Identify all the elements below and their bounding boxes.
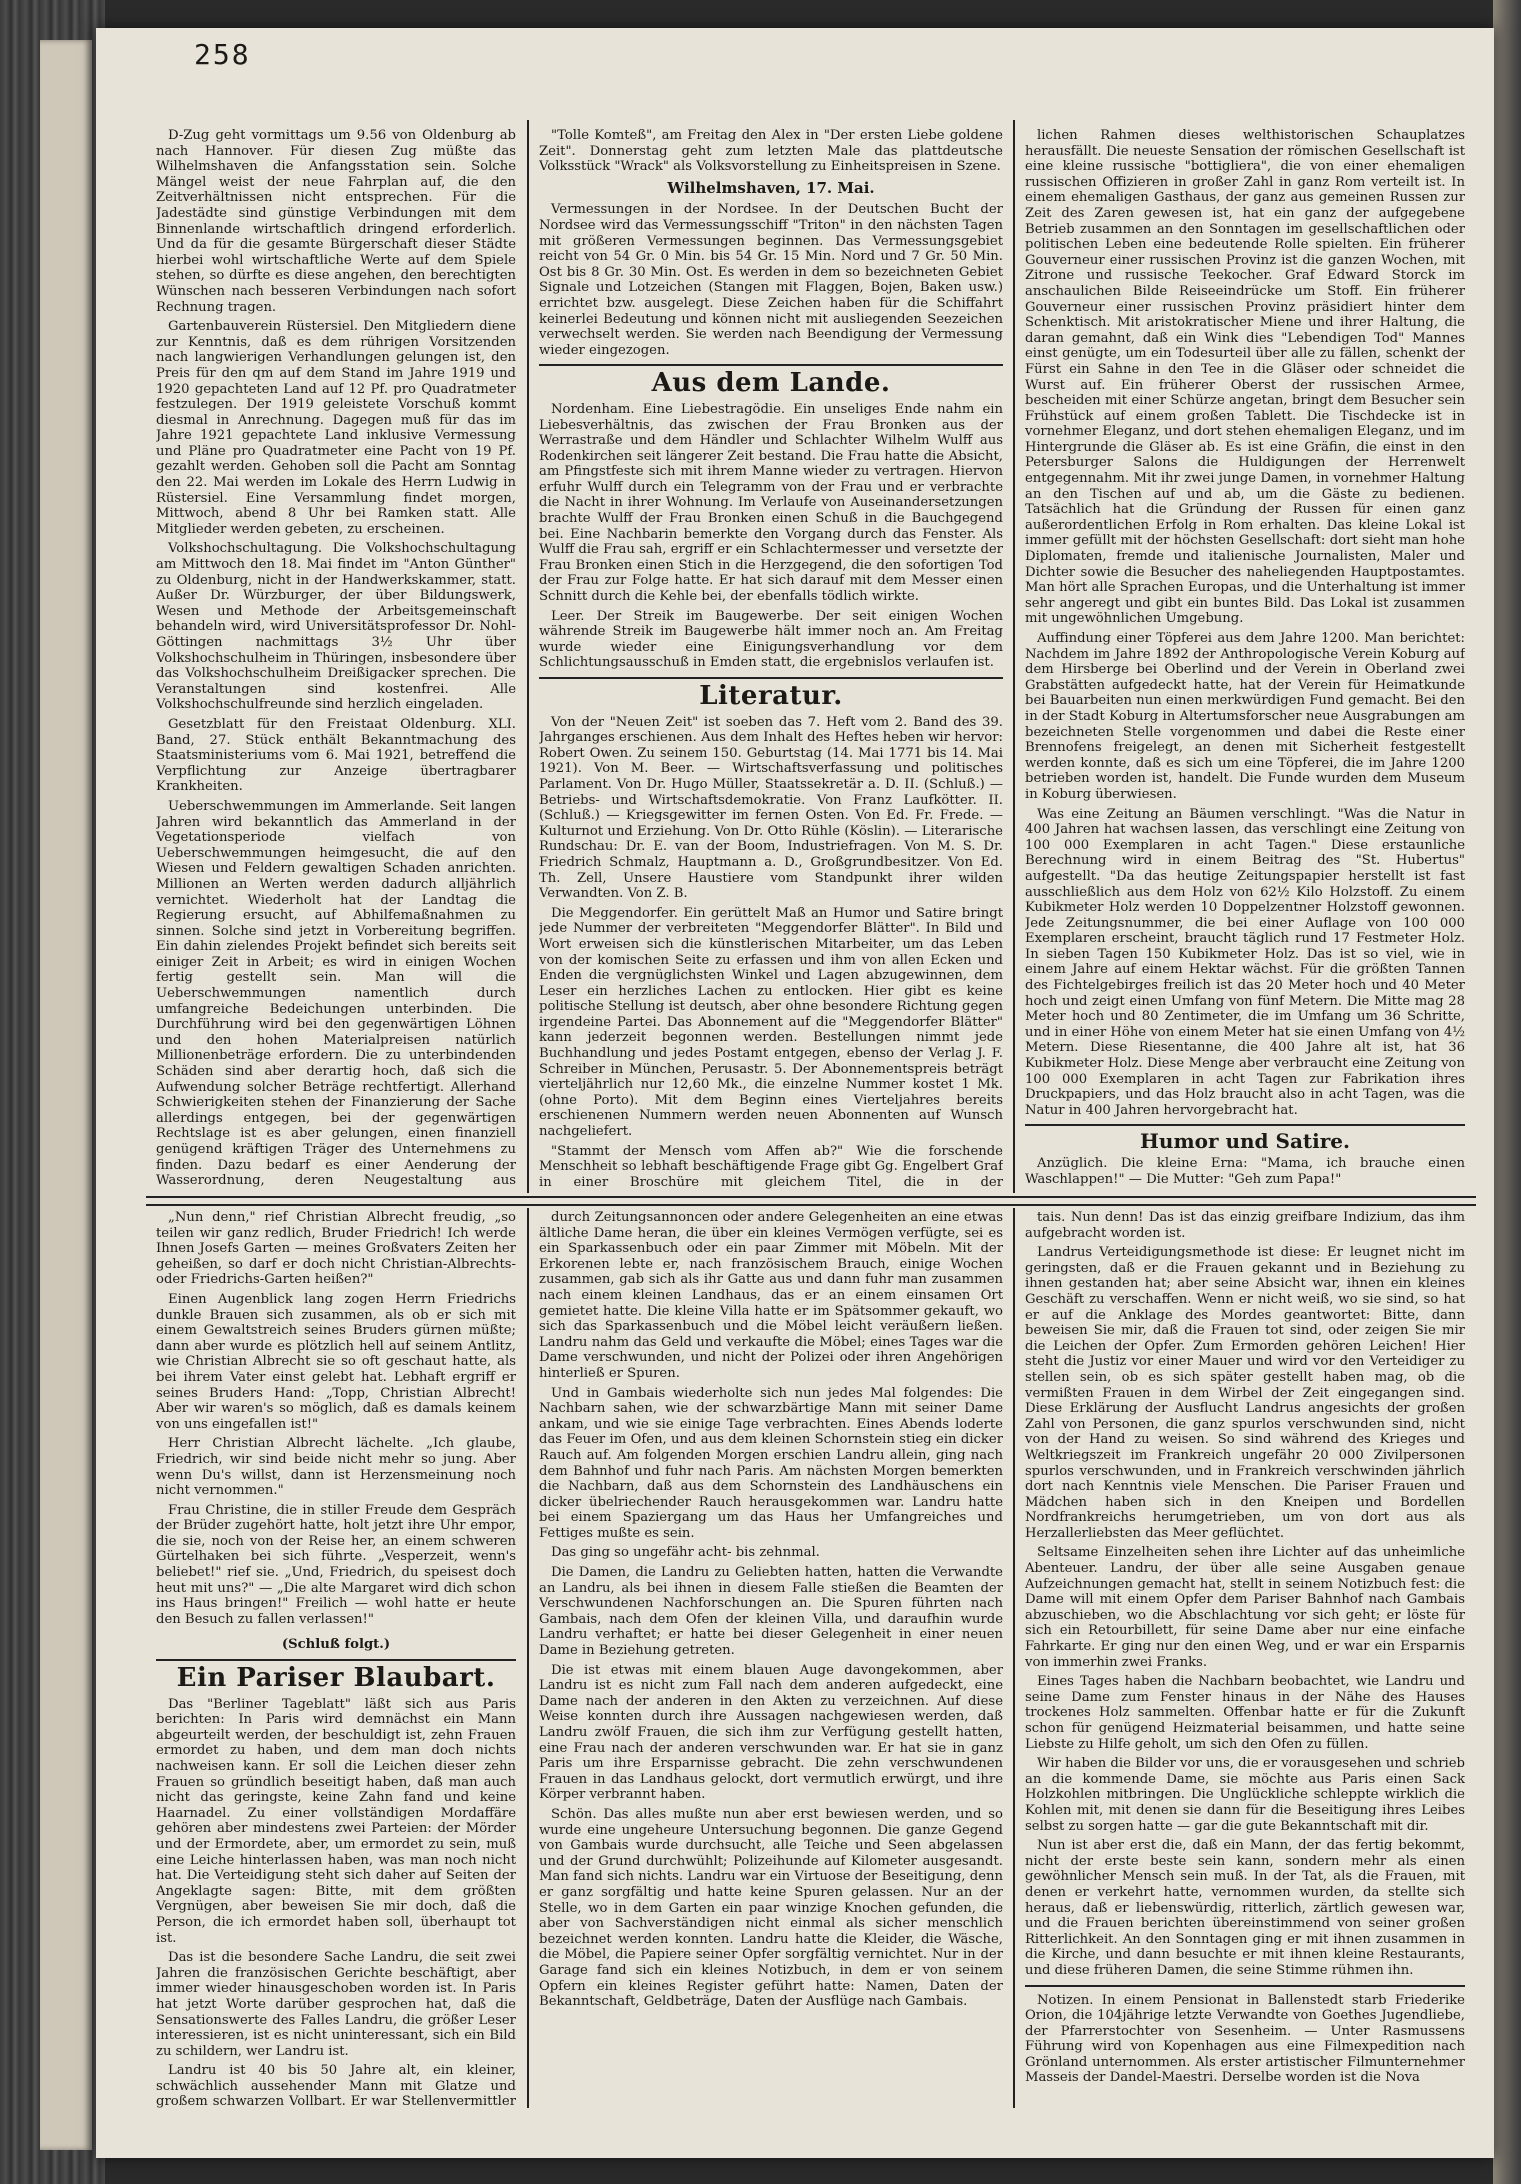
news-paragraph: Landru ist 40 bis 50 Jahre alt, ein kleiner, schwächlich aussehender Mann mit Glatze und großem schwarzen Vollbart. Er war Stellenvermittler	[156, 2063, 516, 2110]
news-paragraph: D-Zug geht vormittags um 9.56 von Oldenburg ab nach Hannover. Für diesen Zug müßte das Wilhelmshaven die Anfangsstation sein. Solche Mängel weist der neue Fahrplan auf, die den Zeitverhältnissen nicht entsprechen. Für die Jadestädte sind günstige Verbindungen mit dem Binnenlande wirtschaftlich dringend erforderlich. Und da für die gesamte Bürgerschaft dieser Städte hierbei wohl wirtschaftliche Werte auf dem Spiele stehen, so dürfte es diese angehen, den berechtigten Wünschen nach besseren Verbindungen nach sofort Rechnung tragen.	[156, 128, 516, 315]
news-paragraph: Wir haben die Bilder vor uns, die er vorausgesehen und schrieb an die kommende Dame, sie möchte aus Paris einen Sack Holzkohlen mitbringen. Die Unglückliche schleppte wirklich die Kohlen mit, mit denen sie dann für die Beseitigung ihres Leibes selbst zu sorgen hatte — gar die gute Bekanntschaft mit dir.	[1025, 1756, 1465, 1834]
story-paragraph: Einen Augenblick lang zogen Herrn Friedrichs dunkle Brauen sich zusammen, als ob er sich mit einem Gewaltstreich seines Bruders gürnen müßte; dann aber wurde es plötzlich hell auf seinem Antlitz, wie Christian Albrecht sie so oft geschaut hatte, als bei ihrem Vater einst gelebt hat. Lebhaft ergriff er seines Bruders Hand: „Topp, Christian Albrecht! Aber wir waren's so möglich, daß es damals keinem von uns eingefallen ist!"	[156, 1291, 516, 1432]
news-paragraph: Die ist etwas mit einem blauen Auge davongekommen, aber Landru ist es nicht zum Fall nach dem anderen aufgedeckt, eine Dame nach der anderen in den Akten zu verzeichnen. Auf diese Weise konnten durch ihre Aussagen nachgewiesen werden, daß Landru zwölf Frauen, die sich ihm zur Verfügung gestellt hatten, eine Frau nach der anderen verschwunden war. Er hat sie in ganz Paris um ihre Ersparnisse gebracht. Die zehn verschwundenen Frauen in das Landhaus gelockt, dort vermutlich erwürgt, und ihre Körper verbrannt haben.	[539, 1662, 1003, 1803]
news-paragraph: Gartenbauverein Rüstersiel. Den Mitgliedern diene zur Kenntnis, daß es dem rührigen Vorsitzenden nach langwierigen Verhandlungen gelungen ist, den Preis für den qm auf dem Stand im Jahre 1919 und 1920 gepachteten Land auf 12 Pf. pro Quadratmeter festzulegen. Der 1919 geleistete Vorschuß kommt diesmal in Anrechnung. Dagegen muß für das im Jahre 1921 gepachtete Land inklusive Vermessung und Pläne pro Quadratmeter eine Pacht von 19 Pf. gezahlt werden. Gehoben soll die Pacht am Sonntag den 22. Mai werden im Lokale des Herrn Ludwig in Rüstersiel. Eine Versammlung findet morgen, Mittwoch, abend 8 Uhr bei Ramken statt. Alle Mitglieder werden gebeten, zu erscheinen.	[156, 319, 516, 537]
news-paragraph: lichen Rahmen dieses welthistorischen Schauplatzes herausfällt. Die neueste Sensation der römischen Gesellschaft ist eine kleine russische "bottigliera", die von einer ehemaligen russischen Offizieren in großer Zahl in ganz Rom verteilt ist. In einem ehemaligen Gasthaus, der ganz aus gemeinen Russen zur Zeit des Zaren gewesen ist, hat ein ganz der aufgegebene Betrieb zusammen an den Sonntagen im gesellschaftlichen oder politischen Leben eine bedeutende Rolle spielten. Ein früherer Gouverneur einer russischen Provinz ist die ganzen Wochen, mit Zitrone und russische Teekocher. Graf Edward Storck im anschaulichen Bilde Reiseeindrücke um Stoff. Ein früherer Gouverneur einer russischen Provinz präsidiert hinter dem Schenktisch. Mit aristokratischer Miene und ihrer Haltung, die daran gemahnt, daß ein Wink dies "Lebendigen Tod" Mannes einst genügte, um ein Todesurteil über alle zu fällen, schenkt der Fürst ein Sahne in den Tee in die Gläser oder schneidet die Wurst auf. Ein früherer Oberst der russischen Armee, bescheiden mit einer Schürze angetan, bringt dem Besucher sein Frühstück auf einem großen Tablett. Die Tischdecke ist in vornehmer Eleganz, und dort stehen ehemaligen Eleganz, und im Hintergrunde die Gläser ab. Es ist eine Gräfin, die einst in den Petersburger Salons die Huldigungen der Herrenwelt entgegennahm. Mit ihr zwei junge Damen, in vornehmer Haltung an den Tischen auf und ab, um die Gäste zu bedienen. Tatsächlich hat die Gründung der Russen für einen ganz außerordentlichen Erfolg in Rom erhalten. Das kleine Lokal ist immer gefüllt mit der höchsten Gesellschaft: dort sieht man hohe Diplomaten, fremde und italienische Journalisten, Maler und Dichter sowie die Besucher des naheliegenden Hauptpostamtes. Man hört alle Sprachen Europas, und die Unterhaltung ist immer sehr angeregt und gibt ein buntes Bild. Das Lokal ist zusammen mit ungewöhnlichen Umgebung.	[1025, 128, 1465, 627]
column-1-lower	[156, 1210, 516, 2110]
section-divider	[1025, 1985, 1465, 1987]
column-rule-2	[1013, 120, 1015, 1193]
news-paragraph: Leer. Der Streik im Baugewerbe. Der seit einigen Wochen währende Streik im Baugewerbe hält immer noch an. Am Freitag wurde wieder eine Einigungsverhandlung vor dem Schlichtungsausschuß in Emden statt, die ergebnislos verlaufen ist.	[539, 608, 1003, 671]
story-paragraph: „Nun denn," rief Christian Albrecht freudig, „so teilen wir ganz redlich, Bruder Friedrich! Ich werde Ihnen Josefs Garten — meines Großvaters Zeiten her geheißen, so darf er doch nicht Christian-Albrechts- oder Friedrichs-Garten heißen?"	[156, 1210, 516, 1288]
news-paragraph: "Tolle Komteß", am Freitag den Alex in "Der ersten Liebe goldene Zeit". Donnerstag geht zum letzten Male das plattdeutsche Volksstück "Wrack" als Volksvorstellung zu Einheitspreisen in Szene.	[539, 128, 1003, 175]
news-paragraph: Landrus Verteidigungsmethode ist diese: Er leugnet nicht im geringsten, daß er die Frauen gekannt und in Beziehung zu ihnen gestanden hat; aber seine Absicht war, ihnen ein kleines Geschäft zu verschaffen. Wenn er nicht weiß, wo sie sind, so hat er auf die Anklage des Mordes geantwortet: Bitte, dann beweisen Sie mir, daß die Frauen tot sind, oder zeigen Sie mir die Leichen der Opfer. Zum Ermorden gehören Leichen! Hier steht die Justiz vor einer Mauer und wird vor den Verteidiger zu stellen sein, ob es sich später gestellt haben mag, ob die vermißten Frauen in dem Wirbel der Zeit eingegangen sind. Diese Erklärung der Ausflucht Landrus angesichts der großen Zahl von Personen, die ganz spurlos verschwunden sind, nicht von der Hand zu weisen. So sind während des Krieges und Weltkriegszeit im Frankreich ungefähr 20 000 Zivilpersonen spurlos verschwunden, und in Frankreich verschwinden jährlich dort nach Kenntnis viele Menschen. Die Pariser Frauen und Mädchen haben sich in den Kneipen und Bordellen Nordfrankreichs herumgetrieben, um von dort aus als Herzallerliebsten das Meer geflüchtet.	[1025, 1245, 1465, 1541]
book-binding	[0, 0, 105, 2184]
page-edge	[1493, 0, 1521, 2184]
story-paragraph: Herr Christian Albrecht lächelte. „Ich glaube, Friedrich, wir sind beide nicht mehr so jung. Aber wenn Du's willst, dann ist Herzensmeinung noch nicht vernommen."	[156, 1436, 516, 1499]
column-2-upper	[539, 128, 1003, 1190]
news-paragraph: Das ist die besondere Sache Landru, die seit zwei Jahren die französischen Gerichte beschäftigt, aber immer wieder hinausgeschoben worden ist. In Paris hat jetzt Worte darüber gesprochen hat, daß die Sensationswerte des Falles Landru, die größer Leser interessieren, ist es nicht uninteressant, sich ein Bild zu schildern, wer Landru ist.	[156, 1950, 516, 2059]
dateline: Wilhelmshaven, 17. Mai.	[667, 178, 875, 197]
column-rule-4	[1013, 1208, 1015, 2108]
page-number: 258	[194, 38, 251, 71]
section-divider	[156, 1659, 516, 1661]
feuilleton-separator	[146, 1196, 1476, 1206]
news-paragraph: Nordenham. Eine Liebestragödie. Ein unseliges Ende nahm ein Liebesverhältnis, das zwischen der Frau Bronken aus der Werrastraße und dem Händler und Schlachter Wilhelm Wulff aus Rodenkirchen seit längerer Zeit bestand. Die Frau hatte die Absicht, am Pfingstfeste sich mit ihrem Manne wieder zu vertragen. Hiervon erfuhr Wulff durch ein Telegramm von der Frau und er verbrachte die Nacht in ihrer Wohnung. Im Verlaufe von Auseinandersetzungen brachte Wulff der Frau Bronken einen Schuß in die Bauchgegend bei. Eine Nachbarin bemerkte den Vorgang durch das Fenster. Als Wulff die Frau sah, ergriff er ein Schlachtermesser und versetzte der Frau Bronken einen Stich in die Herzgegend, die den sofortigen Tod der Frau zur Folge hatte. Er hat sich darauf mit dem Messer einen Schnitt durch die Kehle bei, der ebenfalls tödlich wirkte.	[539, 401, 1003, 605]
news-paragraph: durch Zeitungsannoncen oder andere Gelegenheiten an eine etwas ältliche Dame heran, die über ein kleines Vermögen verfügte, sei es ein Sparkassenbuch oder ein paar Zimmer mit Möbeln. Mit der Erkorenen lebte er, nach französischem Brauch, einige Wochen zusammen, gab sich als ihr Gatte aus und dann fuhr man zusammen nach einem kleinen Landhaus, das er an einem einsamen Ort gemietet hatte. Die kleine Villa hatte er im Spätsommer gekauft, wo sich das Sparkassenbuch und die Möbel leicht veräußern ließen. Landru nahm das Geld und verkaufte die Möbel; eines Tages war die Dame verschwunden, und nicht der Polizei oder ihren Angehörigen hinterließ er Spuren.	[539, 1210, 1003, 1381]
news-paragraph: Auffindung einer Töpferei aus dem Jahre 1200. Man berichtet: Nachdem im Jahre 1892 der Anthropologische Verein Koburg auf dem Hirsberge bei Oberlind und der Verein in Oberland zwei Grabstätten aufgedeckt hatte, hat der Verein für Heimatkunde bei Bauarbeiten nun einen merkwürdigen Fund gemacht. Bei den in der Stadt Koburg in Altertumsforscher neue Ausgrabungen am bezeichneten Stelle vorgenommen und dabei die Reste einer Brennofens freigelegt, an denen mit Sicherheit festgestellt werden konnte, daß es sich um eine Töpferei, die im Jahre 1200 betrieben worden ist, handelt. Die Funde wurden dem Museum in Koburg überwiesen.	[1025, 631, 1465, 802]
news-paragraph: Ueberschwemmungen im Ammerlande. Seit langen Jahren wird bekanntlich das Ammerland in der Vegetationsperiode vielfach von Ueberschwemmungen heimgesucht, die auf den Wiesen und Feldern gewaltigen Schaden anrichten. Millionen an Werten werden dadurch alljährlich vernichtet. Wiederholt hat der Landtag die Regierung ersucht, auf Abhilfemaßnahmen zu sinnen. Solche sind jetzt in Vorbereitung begriffen. Ein dahin zielendes Projekt befindet sich bereits seit einiger Zeit in Arbeit; es wird in einigen Wochen fertig gestellt sein. Man will die Ueberschwemmungen namentlich durch umfangreiche Bedeichungen unterbinden. Die Durchführung wird bei den gegenwärtigen Löhnen und den hohen Materialpreisen natürlich Millionenbeträge erfordern. Die zu unterbindenden Schäden sind aber derartig hoch, daß sich die Aufwendung solcher Beträge rechtfertigt. Allerhand Schwierigkeiten stehen der Finanzierung der Sache allerdings entgegen, bei der gegenwärtigen Rechtslage ist es aber gelungen, einen finanziell genügend kräftigen Träger des Unternehmens zu finden. Dazu bedarf es einer Aenderung der Wasserordnung, deren Neugestaltung aus	[156, 798, 516, 1189]
news-paragraph: Gesetzblatt für den Freistaat Oldenburg. XLI. Band, 27. Stück enthält Bekanntmachung des Staatsministeriums vom 6. Mai 1921, betreffend die Verpflichtung zur Anzeige übertragbarer Krankheiten.	[156, 716, 516, 795]
section-divider	[539, 677, 1003, 679]
news-paragraph: "Stammt der Mensch vom Affen ab?" Wie die forschende Menschheit so lebhaft beschäftigende Frage gibt Gg. Engelbert Graf in einer Broschüre mit gleichem Titel, die in der	[539, 1143, 1003, 1190]
story-paragraph: Frau Christine, die in stiller Freude dem Gespräch der Brüder zugehört hatte, holt jetzt ihre Uhr empor, die sie, noch von der Reise her, an einem schweren Gürtelhaken bei sich führte. „Vesperzeit, wenn's beliebet!" rief sie. „Und, Friedrich, du speisest doch heut mit uns?" — „Die alte Margaret wird dich schon ins Haus bringen!" Freilich — wohl hatte er heute den Besuch zu fallen verlassen!"	[156, 1502, 516, 1627]
binding-strip	[40, 40, 92, 2150]
column-2-lower	[539, 1210, 1003, 2110]
news-paragraph: Und in Gambais wiederholte sich nun jedes Mal folgendes: Die Nachbarn sahen, wie der schwarzbärtige Mann mit seiner Dame ankam, und wie sie einige Tage verbrachten. Eines Abends loderte das Feuer im Ofen, und aus dem kleinen Schornstein stieg ein dicker Rauch auf. Am folgenden Morgen erschien Landru allein, ging nach dem Bahnhof und fuhr nach Paris. Am nächsten Morgen bemerkten die Nachbarn, daß aus dem Schornstein des Landhäuschens ein dicker übelriechender Rauch herausgekommen war. Landru hatte bei einem Spaziergang um das Haus her Umfangreiches und Fettiges mußte es sein.	[539, 1385, 1003, 1541]
news-paragraph: Das ging so ungefähr acht- bis zehnmal.	[551, 1545, 820, 1561]
continuation-note: (Schluß folgt.)	[281, 1637, 391, 1653]
news-paragraph: Volkshochschultagung. Die Volkshochschultagung am Mittwoch den 18. Mai findet im "Anton Günther" zu Oldenburg, nicht in der Handwerkskammer, statt. Außer Dr. Würzburger, der über Bildungswerk, Wesen und Methode der Arbeitsgemeinschaft behandeln wird, wird Universitätsprofessor Dr. Nohl-Göttingen nachmittags 3½ Uhr über Volkshochschulheim in Thüringen, insbesondere über das Volkshochschulheim Dreißigacker sprechen. Die Veranstaltungen sind kostenfrei. Alle Volkshochschulfreunde sind herzlich eingeladen.	[156, 541, 516, 713]
article-heading-blaubart: Ein Pariser Blaubart.	[176, 1663, 496, 1694]
column-3-upper	[1025, 128, 1465, 1190]
news-paragraph: Was eine Zeitung an Bäumen verschlingt. "Was die Natur in 400 Jahren hat wachsen lassen, das verschlingt eine Zeitung von 100 000 Exemplaren in acht Tagen." Diese erstaunliche Berechnung wird in einem Beitrag des "St. Hubertus" aufgestellt. "Da das heutige Zeitungspapier herstellt ist fast ausschließlich aus dem Holz von 62½ Kilo Holzstoff. Zu einem Kubikmeter Holz werden 10 Doppelzentner Holzstoff gewonnen. Jede Zeitungsnummer, die bei einer Auflage von 100 000 Exemplaren erscheint, braucht täglich rund 17 Festmeter Holz. In sieben Tagen 150 Kubikmeter Holz. Das ist so viel, wie in einem Jahre auf einem Hektar wächst. Für die größten Tannen des Fichtelgebirges freilich ist das 20 Meter hoch und 40 Meter hoch und zeigt einen Umfang von fünf Metern. Die Mitte mag 28 Meter hoch und 80 Zentimeter, die im Umfang um 36 Schritte, und in einer Höhe von einem Meter hat sie einen Umfang von 4½ Metern. Diese Riesentanne, die 400 Jahre alt ist, hat 36 Kubikmeter Holz. Diese Menge aber verbraucht eine Zeitung von 100 000 Exemplaren in acht Tagen zur Fabrikation ihres Druckpapiers, und das Holz braucht also in acht Tagen, was die Natur in 400 Jahren hervorgebracht hat.	[1025, 806, 1465, 1118]
news-paragraph: Das "Berliner Tageblatt" läßt sich aus Paris berichten: In Paris wird demnächst ein Mann abgeurteilt werden, der beschuldigt ist, zehn Frauen ermordet zu haben, und dem man doch nichts nachweisen kann. Er soll die Leichen dieser zehn Frauen so gründlich beseitigt haben, daß man auch nicht das geringste, keine Zahn fand und keine Haarnadel. Zu einer vollständigen Mordaffäre gehören aber mindestens zwei Parteien: der Mörder und der Ermordete, aber, um ermordet zu sein, muß eine Leiche hinterlassen haben, was man noch nicht hat. Die Verteidigung steht sich daher auf Seiten der Angeklagte sagen: Bitte, mit dem größten Vergnügen, aber beweisen Sie mir doch, daß die Person, die ich ermordet haben soll, überhaupt tot ist.	[156, 1696, 516, 1946]
section-divider	[539, 364, 1003, 366]
news-paragraph: Nun ist aber erst die, daß ein Mann, der das fertig bekommt, nicht der erste beste sein kann, sondern mehr als einen gewöhnlicher Mensch sein muß. In der Tat, als die Frauen, mit denen er verkehrt hatte, vernommen wurden, da stellte sich heraus, daß er liebenswürdig, ritterlich, zärtlich gewesen war, und die Frauen berichten übereinstimmend von seiner großen Ritterlichkeit. An den Sonntagen ging er mit ihnen zusammen in die Kirche, und dann besuchte er mit ihnen kleine Restaurants, und diese früheren Damen, die seine Stimme rühmen ihn.	[1025, 1838, 1465, 1978]
news-paragraph: Eines Tages haben die Nachbarn beobachtet, wie Landru und seine Dame zum Fenster hinaus in der Nähe des Hauses trockenes Holz sammelten. Offenbar hatte er für die Zukunft schon für genügend Heizmaterial beisammen, und hatte seine Liebste zu Hilfe geholt, um sich den Ofen zu füllen.	[1025, 1674, 1465, 1752]
news-paragraph: Die Meggendorfer. Ein gerüttelt Maß an Humor und Satire bringt jede Nummer der verbreiteten "Meggendorfer Blätter". In Bild und Wort erweisen sich die künstlerischen Mitarbeiter, um das Leben von der komischen Seite zu erfassen und ihm von allen Ecken und Enden die vergnüglichsten Winkel und Lagen abzugewinnen, dem Leser ein herzliches Lachen zu entlocken. Hier gibt es keine politische Stellung ist deutsch, aber ohne besondere Richtung gegen irgendeine Partei. Das Abonnement auf die "Meggendorfer Blätter" kann jederzeit begonnen werden. Bestellungen nimmt jede Buchhandlung und jedes Postamt entgegen, ebenso der Verlag J. F. Schreiber in München, Perusastr. 5. Der Abonnementspreis beträgt vierteljährlich nur 12,60 Mk., die einzelne Nummer kostet 1 Mk. (ohne Porto). Mit dem Beginn eines Vierteljahres bereits erschienenen Nummern werden neuen Abonnenten auf Wunsch nachgeliefert.	[539, 905, 1003, 1140]
news-paragraph: Anzüglich. Die kleine Erna: "Mama, ich brauche einen Waschlappen!" — Die Mutter: "Geh zum Papa!"	[1025, 1156, 1465, 1187]
news-paragraph: Seltsame Einzelheiten sehen ihre Lichter auf das unheimliche Abenteuer. Landru, der über alle seine Ausgaben genaue Aufzeichnungen gemacht hat, stellt in seinem Notizbuch fest: die Dame will mit einem Opfer dem Pariser Bahnhof nach Gambais abzuschieben, wo die Abschlachtung vor sich geht; er löste für sich ein Retourbillett, für seine Dame aber nur eine einfache Fahrkarte. Er ging nur den einen Weg, und er war ein Ersparnis von immerhin zwei Franks.	[1025, 1545, 1465, 1670]
section-heading-humor: Humor und Satire.	[1140, 1129, 1350, 1154]
news-paragraph: Vermessungen in der Nordsee. In der Deutschen Bucht der Nordsee wird das Vermessungsschiff "Triton" in den nächsten Tagen mit größeren Vermessungen beginnen. Das Vermessungsgebiet reicht von 54 Gr. 0 Min. bis 54 Gr. 15 Min. Nord und 7 Gr. 50 Min. Ost bis 8 Gr. 30 Min. Ost. Es werden in dem so bezeichneten Gebiet Signale und Lotzeichen (Stangen mit Flaggen, Bojen, Baken usw.) errichtet bzw. ausgelegt. Diese Zeichen haben für die Schiffahrt keinerlei Bedeutung und können nicht mit ausliegenden Seezeichen verwechselt werden. Sie werden nach Beendigung der Vermessung wieder eingezogen.	[539, 202, 1003, 358]
column-rule-3	[527, 1208, 529, 2108]
section-heading-lande: Aus dem Lande.	[651, 368, 891, 399]
column-3-lower	[1025, 1210, 1465, 2110]
notes-paragraph: Notizen. In einem Pensionat in Ballenstedt starb Friederike Orion, die 104jährige letzte Verwandte von Goethes Jugendliebe, der Pfarrerstochter von Sesenheim. — Unter Rasmussens Führung wird von Kopenhagen aus eine Filmexpedition nach Grönland unternommen. Als erster artistischer Filmunternehmer Masseis der Dandel-Maestri. Derselbe worden ist die Nova	[1025, 1992, 1465, 2086]
section-heading-literatur: Literatur.	[699, 681, 843, 711]
news-paragraph: Schön. Das alles mußte nun aber erst bewiesen werden, und so wurde eine ungeheure Untersuchung begonnen. Die ganze Gegend von Gambais wurde durchsucht, alle Teiche und Seen abgelassen und der Grund durchwühlt; Polizeihunde auf Kilometer ausgesandt. Man fand sich nichts. Landru war ein Virtuose der Beseitigung, denn er ganz sorgfältig und hatte keine Spuren gelassen. Nur an der Stelle, wo in dem Garten ein paar winzige Knochen gefunden, die aber von Sachverständigen nicht einmal als sicher menschlich bezeichnet werden konnten. Landru hatte die Kleider, die Wäsche, die Möbel, die Papiere seiner Opfer sorgfältig vernichtet. Nur in der Garage fand sich ein kleines Notizbuch, in dem er von seinem Opfern ein kleines Register geführt hatte: Namen, Daten der Bekanntschaft, Geldbeträge, Daten der Ausflüge nach Gambais.	[539, 1806, 1003, 2010]
news-paragraph: Von der "Neuen Zeit" ist soeben das 7. Heft vom 2. Band des 39. Jahrganges erschienen. Aus dem Inhalt des Heftes heben wir hervor: Robert Owen. Zu seinem 150. Geburtstag (14. Mai 1771 bis 14. Mai 1921). Von M. Beer. — Wirtschaftsverfassung und politisches Parlament. Von Dr. Hugo Müller, Staatssekretär a. D. II. (Schluß.) — Betriebs- und Wirtschaftsdemokratie. Von Franz Laufkötter. II. (Schluß.) — Kriegsgewitter im fernen Osten. Von Ed. Fr. Frede. — Kulturnot und Erziehung. Von Dr. Otto Rühle (Köslin). — Literarische Rundschau: Dr. E. van der Boom, Industriefragen. Von M. S. Dr. Friedrich Schmalz, Hauptmann a. D., Großgrundbesitzer. Von Ed. Th. Zell, Unsere Haustiere vom Standpunkt ihrer wilden Verwandten. Von Z. B.	[539, 714, 1003, 902]
column-1-upper	[156, 128, 516, 1190]
section-divider	[1025, 1124, 1465, 1126]
column-rule-1	[527, 120, 529, 1193]
news-paragraph: Die Damen, die Landru zu Geliebten hatten, hatten die Verwandte an Landru, als bei ihnen in diesem Falle stießen die Beamten der Verschwundenen Nachforschungen an. Die Spuren führten nach Gambais, nach dem Ofen der kleinen Villa, und daraufhin wurde Landru verhaftet; er hatte bei dieser Gelegenheit in einer neuen Dame in Beziehung getreten.	[539, 1565, 1003, 1659]
news-paragraph: tais. Nun denn! Das ist das einzig greifbare Indizium, das ihm aufgebracht worden ist.	[1025, 1210, 1465, 1241]
newspaper-page	[96, 28, 1494, 2158]
